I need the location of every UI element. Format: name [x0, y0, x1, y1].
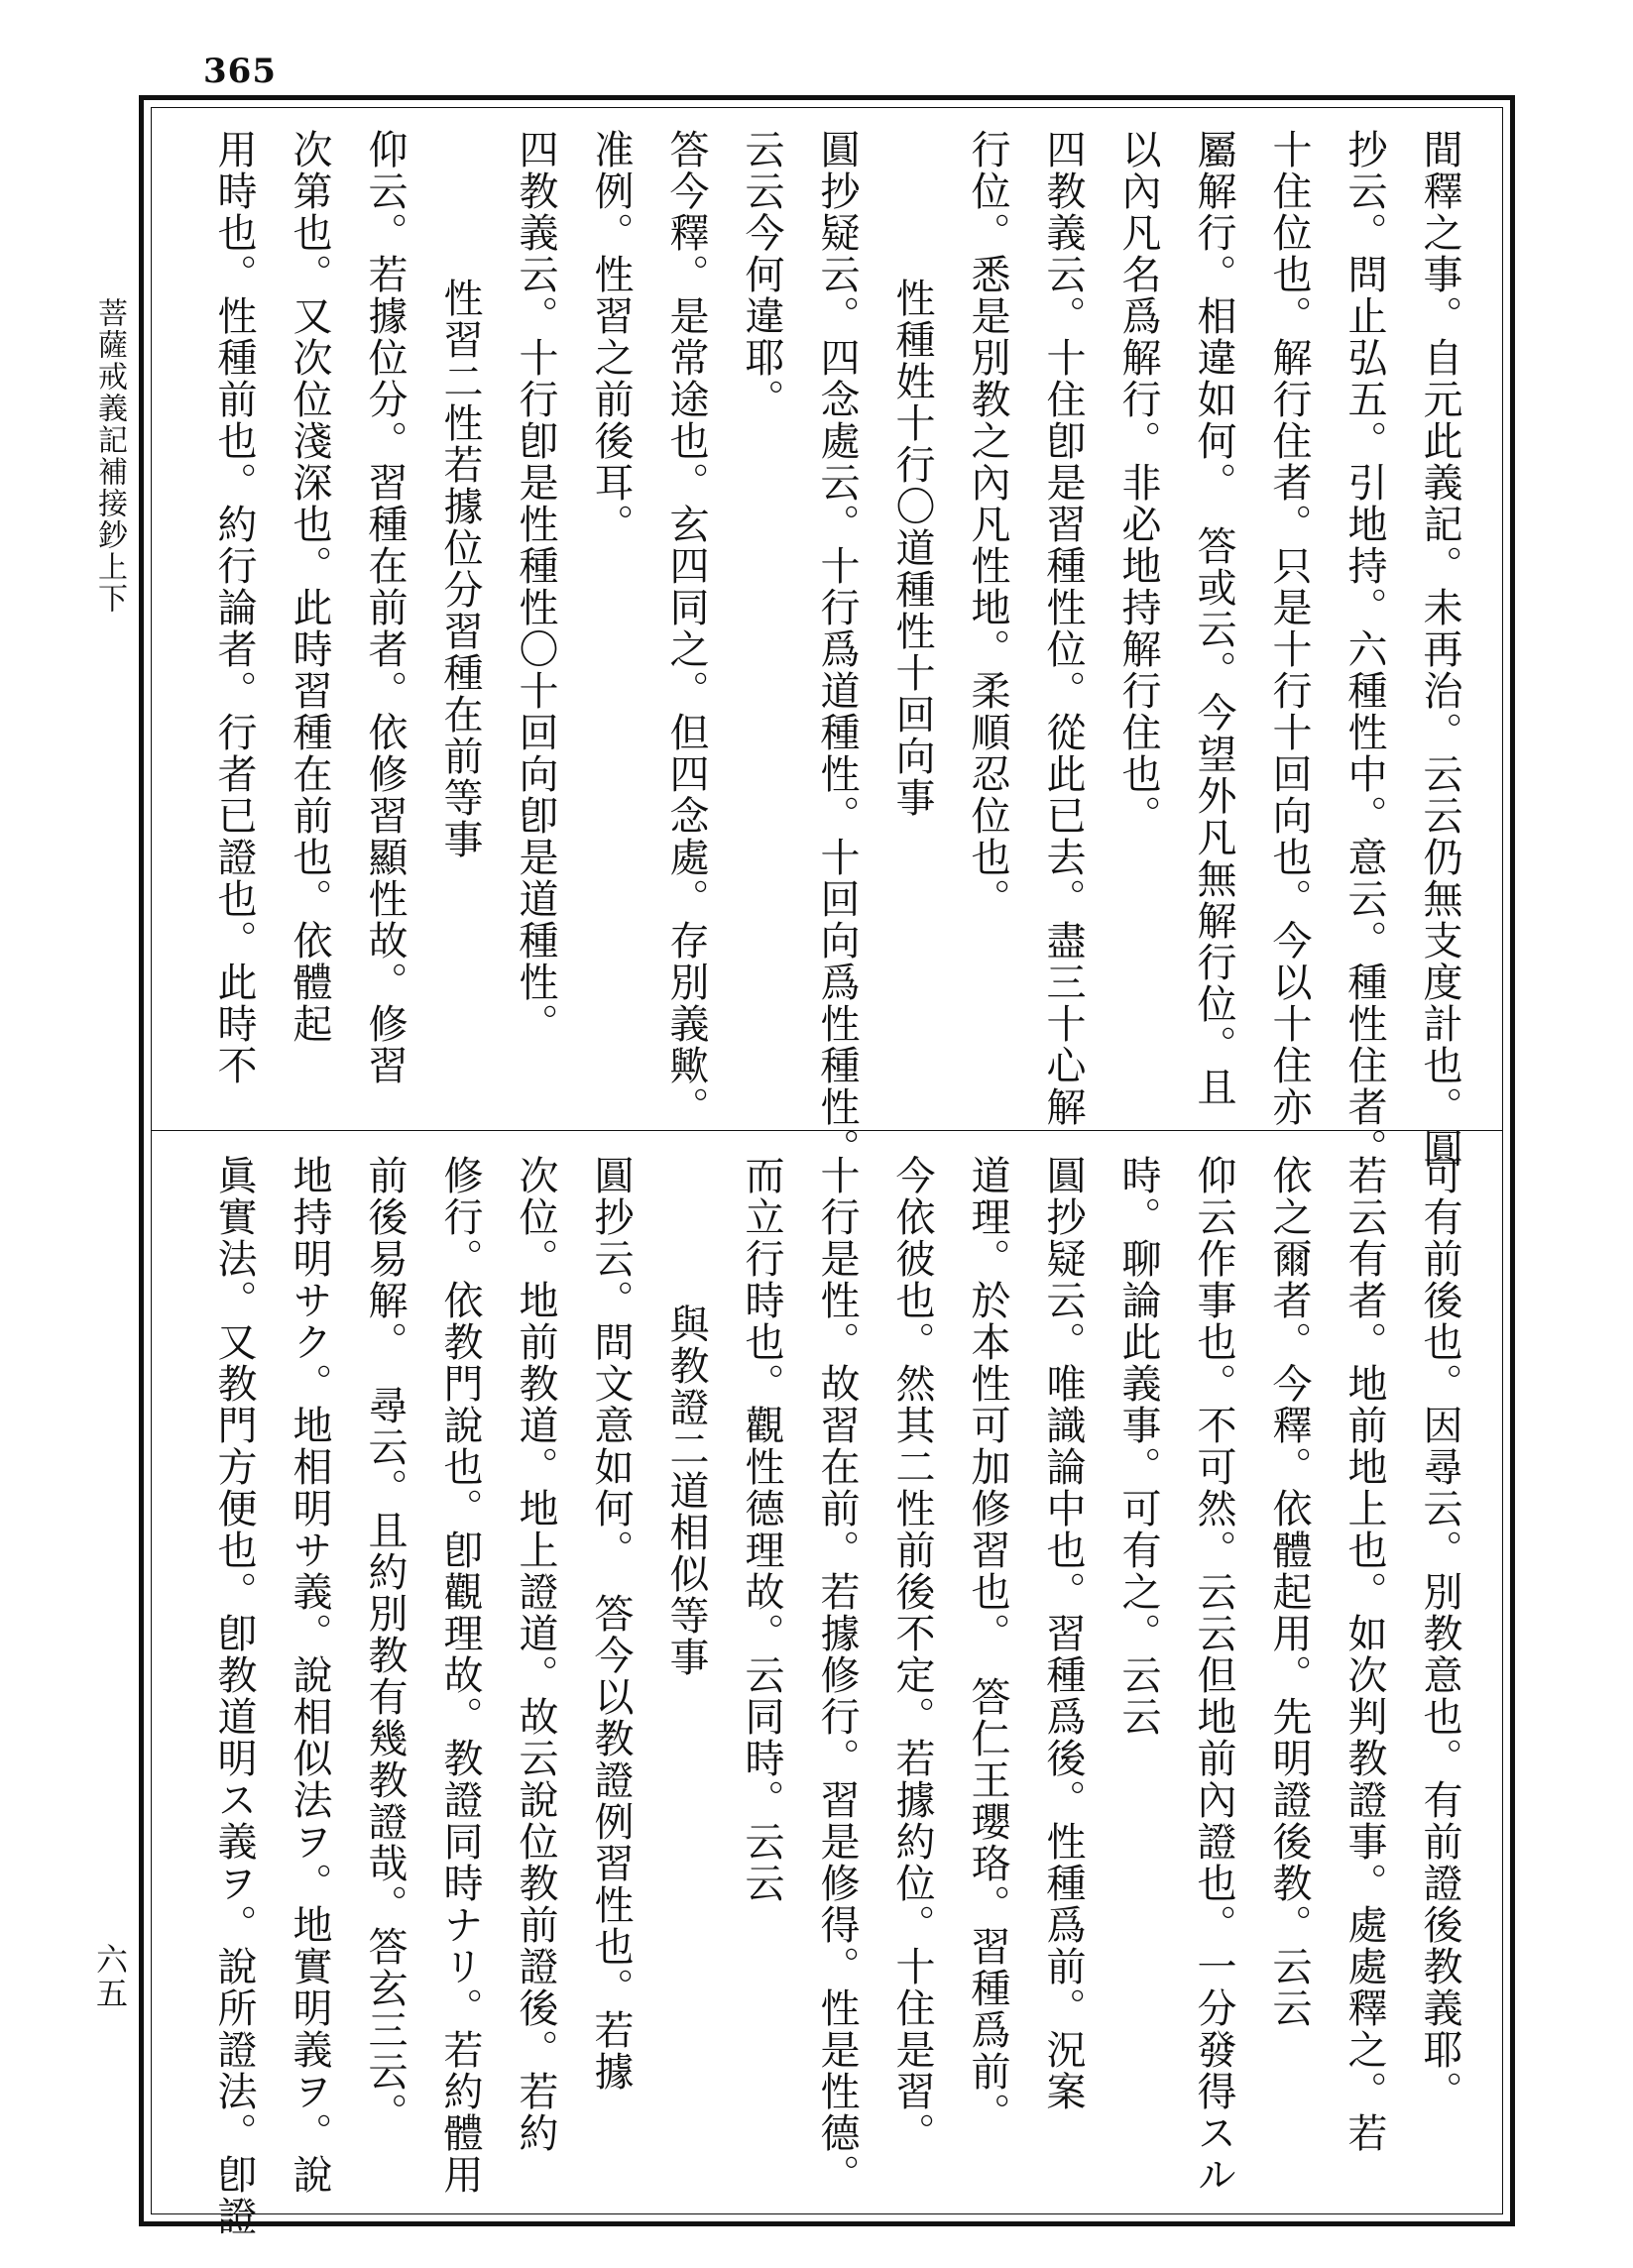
- section-heading: 與教證二道相似等事: [663, 1304, 709, 1678]
- text-column: 四教義云。十行卽是性種性〇十回向卽是道種性。: [513, 129, 558, 1045]
- text-column: 圓抄疑云。唯識論中也。習種爲後。性種爲前。況案: [1040, 1155, 1086, 2112]
- side-page-number: 六五: [91, 1943, 129, 2010]
- text-column: 屬解行。相違如何。 答或云。今望外凡無解行位。且: [1191, 129, 1236, 1108]
- text-column: 修行。依教門說也。卽觀理故。教證同時ナリ。若約體用: [437, 1155, 483, 2196]
- text-column: 十住位也。解行住者。只是十行十回向也。今以十住亦: [1266, 129, 1312, 1128]
- text-column: 准例。性習之前後耳。: [588, 129, 634, 545]
- text-column: 前後易解。 尋云。且約別教有幾教證哉。答玄三云。: [362, 1155, 408, 2134]
- text-column: 眞實法。又教門方便也。卽教道明ス義ヲ。說所證法。卽證: [211, 1155, 257, 2237]
- section-heading: 性種姓十行〇道種性十回向事: [889, 278, 935, 819]
- text-column: 四教義云。十住卽是習種性位。從此已去。盡三十心解: [1040, 129, 1086, 1128]
- text-column: 圓抄疑云。四念處云。十行爲道種性。十回向爲性種性。: [814, 129, 860, 1170]
- text-column: 仰云作事也。不可然。云云但地前內證也。一分發得スル: [1191, 1155, 1236, 2196]
- text-column: 若云有者。地前地上也。如次判教證事。處處釋之。若: [1341, 1155, 1387, 2154]
- text-column: 今依彼也。然其二性前後不定。若據約位。十住是習。: [889, 1155, 935, 2154]
- text-column: 間釋之事。自元此義記。未再治。云云仍無支度計也。圓: [1417, 129, 1462, 1170]
- text-column: 依之爾者。今釋。依體起用。先明證後教。云云: [1266, 1155, 1312, 2029]
- page-number: 365: [203, 52, 277, 91]
- text-column: 而立行時也。觀性德理故。云同時。云云: [739, 1155, 784, 1904]
- lower-text-register: [178, 1155, 1477, 2237]
- text-column: 仰云。若據位分。習種在前者。依修習顯性故。修習: [362, 129, 408, 1086]
- text-column: 十行是性。故習在前。若據修行。習是修得。性是性德。: [814, 1155, 860, 2196]
- text-column: 以內凡名爲解行。非必地持解行住也。: [1115, 129, 1161, 837]
- text-column: 次位。地前教道。地上證道。故云說位教前證後。若約: [513, 1155, 558, 2154]
- running-head-title: 菩薩戒義記補接鈔上下: [92, 297, 127, 615]
- text-column: 地持明サク。地相明サ義。說相似法ヲ。地實明義ヲ。說: [287, 1155, 332, 2196]
- text-column: 時。聊論此義事。可有之。云云: [1115, 1155, 1161, 1738]
- text-column: 抄云。問止弘五。引地持。六種性中。意云。種性住者。: [1341, 129, 1387, 1170]
- text-column: 次第也。又次位淺深也。此時習種在前也。依體起: [287, 129, 332, 1045]
- text-column: 用時也。性種前也。約行論者。行者已證也。此時不: [211, 129, 257, 1086]
- text-column: 道理。於本性可加修習也。 答仁王瓔珞。習種爲前。: [965, 1155, 1010, 2134]
- upper-text-register: [178, 129, 1477, 1170]
- text-column: 行位。悉是別教之內凡性地。柔順忍位也。: [965, 129, 1010, 920]
- text-column: 答今釋。是常途也。玄四同之。但四念處。存別義歟。: [663, 129, 709, 1128]
- text-column: 可有前後也。因尋云。別教意也。有前證後教義耶。: [1417, 1155, 1462, 2112]
- section-heading: 性習二性若據位分習種在前等事: [437, 278, 483, 860]
- text-column: 云云今何違耶。: [739, 129, 784, 420]
- text-column: 圓抄云。問文意如何。 答今以教證例習性也。若據: [588, 1155, 634, 2093]
